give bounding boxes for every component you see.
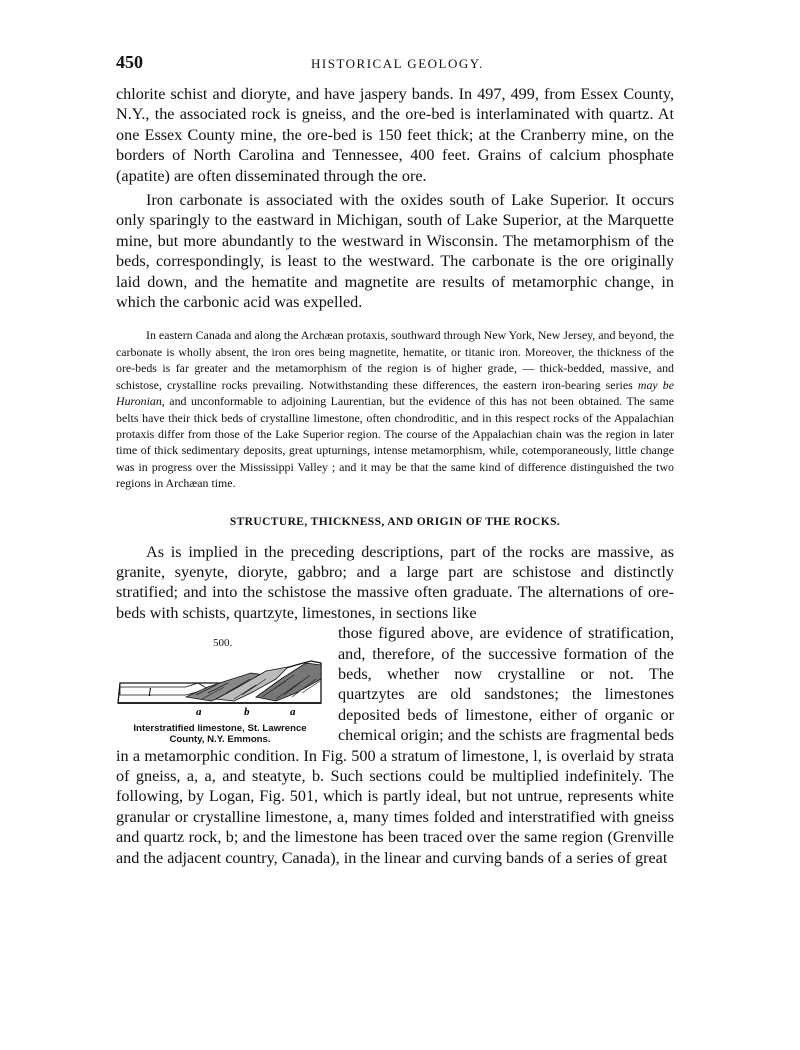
- figure-caption: Interstratified limestone, St. Lawrence County, N.Y. Emmons.: [133, 723, 307, 746]
- label-b: b: [244, 706, 250, 719]
- small-text-italic: may be Huronian,: [116, 377, 674, 409]
- section-heading: STRUCTURE, THICKNESS, AND ORIGIN OF THE ROCKS.: [229, 515, 561, 528]
- page-header: [116, 52, 674, 84]
- running-head: HISTORICAL GEOLOGY.: [311, 56, 484, 71]
- small-text-part2: and unconformable to adjoining Laurentian, but the evidence of this has not been obtained. The same belts have their thick beds of crystalline limestone, often chondroditic, and in this respect rocks of the Appalachian protaxis differ from those of the Lake Superior region. The course of the Appalachian chain was the region in later time of thick sedimentary deposits, great upturnings, intense metamorphism, while, cotemporaneously, little change was in progress over the Mississippi Valley ; and it may be that the same kind of difference distinguished the two regions in Archæan time.: [116, 394, 674, 491]
- paragraph-eastern-canada: [116, 327, 674, 491]
- figure-500: [116, 625, 324, 746]
- label-l: l: [148, 685, 152, 700]
- paragraph-iron-carbonate: Iron carbonate is associated with the oxides south of Lake Superior. It occurs only sparingly to the eastward in Michigan, south of Lake Superior, at the Marquette mine, but more abundantly to the westward in Wisconsin. The metamorphism of the beds, correspondingly, is least to the westward. The carbonate is the ore originally laid down, and the hematite and magnetite are results of metamorphic change, in which the carbonic acid was expelled.: [116, 191, 674, 312]
- small-text-part1: In eastern Canada and along the Archæan protaxis, southward through New York, New Jersey, and beyond, the carbonate is wholly absent, the iron ores being magnetite, hematite, or titanic iron. Moreover, the thickness of the ore-beds is far greater and the metamorphism of the region is of higher grade, — thick-bedded, massive, and schistose, crystalline rocks prevailing. Notwithstanding these differences, the eastern iron-bearing series: [116, 328, 674, 392]
- label-a1: a: [196, 706, 202, 719]
- page-number: 450: [116, 52, 143, 72]
- figure-illustration: [116, 653, 324, 723]
- figure-number: 500.: [213, 637, 233, 650]
- paragraph-ore-beds: chlorite schist and dioryte, and have jaspery bands. In 497, 499, from Essex County, N.Y., the associated rock is gneiss, and the ore-bed is interlaminated with quartz. At one Essex County mine, the ore-bed is 150 feet thick; at the Cranberry mine, on the borders of North Carolina and Tennessee, 400 feet. Grains of calcium phosphate (apatite) are often disseminated through the ore.: [116, 85, 674, 185]
- label-a2: a: [290, 706, 296, 719]
- page: [116, 52, 674, 868]
- paragraph-structure-wrap: those figured above, are evidence of stratification, and, therefore, of the successive formation of the beds, whether now crystalline or not. The quartzytes are old sandstones; the limestones deposited beds of limestone, either of organic or chemical origin; and the schists are fragmental beds in a metamorphic condition. In Fig. 500 a stratum of limestone, l, is overlaid by strata of gneiss, a, a, and steatyte, b. Such sections could be multiplied indefinitely. The following, by Logan, Fig. 501, which is partly ideal, but not untrue, represents white granular or crystalline limestone, a, many times folded and interstratified with gneiss and quartz rock, b; and the limestone has been traced over the same region (Grenville and the adjacent country, Canada), in the linear and curving bands of a series of great: [116, 624, 674, 867]
- paragraph-structure-lead: As is implied in the preceding descriptions, part of the rocks are massive, as granite, syenyte, dioryte, gabbro; and a large part are schistose and distinctly stratified; and into the schistose the massive often graduate. The alternations of ore-beds with schists, quartzyte, limestones, in sections like: [116, 542, 674, 622]
